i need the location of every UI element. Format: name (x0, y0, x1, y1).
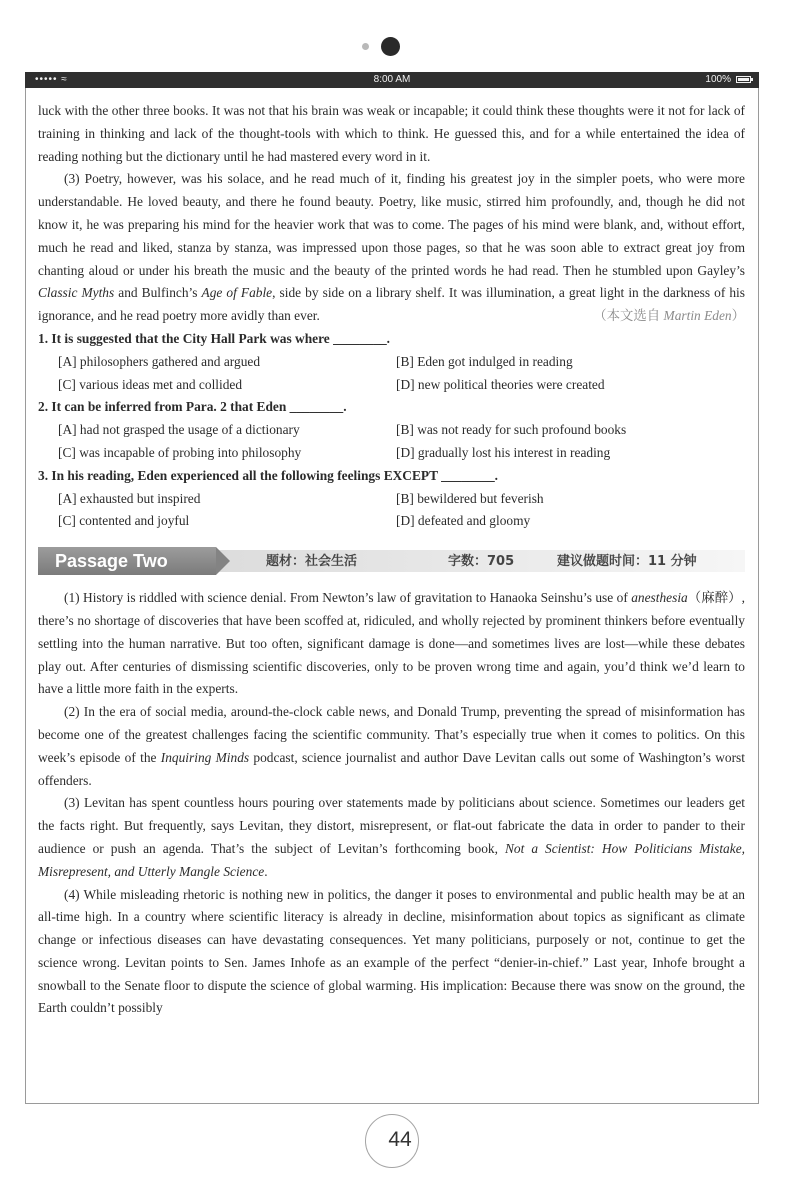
option-a[interactable]: [A] philosophers gathered and argued (58, 353, 261, 369)
signal-wifi-indicator: ••••• ≈ (35, 74, 68, 85)
suggested-time-label: 建议做题时间：11 分钟 (557, 554, 697, 570)
paragraph-text: podcast, science journalist and author Dave Levitan calls out some of Washington’s worst offenders. (38, 749, 745, 788)
source-suffix: ） (731, 308, 745, 324)
question-block (38, 328, 745, 533)
word-count-label: 字数：705 (448, 554, 515, 570)
paragraph (38, 587, 745, 701)
option-b[interactable]: [B] Eden got indulged in reading (396, 353, 573, 369)
options-grid (38, 351, 745, 397)
question-stem: 3. In his reading, Eden experienced all the following feelings EXCEPT ________. (38, 467, 499, 483)
paragraph-text: (4) While misleading rhetoric is nothing new in politics, the danger it poses to environmental and public health may be at an all-time high. In a country where scientific literacy is already in decline, misinformation about topics as significant as climate change or infectious diseases can have devastating consequences. Yet many politicians, purposely or not, continue to get the science wrong. Levitan points to Sen. James Inhofe as an example of the perfect “denier-in-chief.” Last year, Inhofe brought a snowball to the Senate floor to dispute the science of global warming. His implication: Because there was snow on the ground, the Earth couldn’t possibly (38, 886, 745, 1016)
option-a[interactable]: [A] had not grasped the usage of a dictionary (58, 422, 300, 438)
option-b[interactable]: [B] was not ready for such profound books (396, 422, 627, 438)
battery-percent: 100% (705, 74, 731, 85)
passage-banner (38, 547, 745, 575)
paragraph-text: and Bulfinch’s (114, 285, 202, 301)
source-title: Martin Eden (663, 308, 732, 324)
option-a[interactable]: [A] exhausted but inspired (58, 490, 201, 506)
paragraph-text: (1) History is riddled with science denial. From Newton’s law of gravitation to Hanaoka Seinshu’s use of (64, 590, 632, 606)
paragraph (38, 168, 745, 328)
paragraph (38, 701, 745, 792)
option-c[interactable]: [C] was incapable of probing into philosophy (58, 444, 302, 460)
source-prefix: （本文选自 (593, 308, 664, 324)
podcast-title: Inquiring Minds (160, 749, 250, 765)
paragraph-text: , side by side on a library shelf. It was illumination, a great light in the darkness of his ignorance, and he read poetry more avidly than ever. (38, 285, 745, 324)
paragraph-text: (3) Levitan has spent countless hours pouring over statements made by politicians about science. Sometimes our leaders get the facts right. But frequently, says Levitan, they distort, misrepresent, or flat-out fabricate the data in order to pander to their audience or push an agenda. That’s the subject of Levitan’s forthcoming book, (38, 795, 745, 856)
banner-arrow-icon (216, 547, 230, 575)
page-number-badge (0, 1114, 800, 1170)
paragraph (38, 792, 745, 883)
option-d[interactable]: [D] new political theories were created (396, 376, 605, 392)
paragraph-text: luck with the other three books. It was not that his brain was weak or incapable; it could think these thoughts were it not for lack of training in thinking and lack of the thought-tools with which to think. He guessed this, and for a while entertained the idea of reading nothing but the dictionary until he had mastered every word in it. (38, 103, 745, 164)
paragraph (38, 884, 745, 1021)
options-grid (38, 488, 745, 534)
page-number: 44 (388, 1128, 412, 1151)
sensor-icon (362, 43, 369, 50)
page-content (38, 100, 745, 1020)
paragraph-text: . (264, 863, 268, 879)
status-bar (25, 72, 759, 88)
status-time: 8:00 AM (373, 74, 411, 85)
device-camera (0, 36, 800, 58)
question-stem: 1. It is suggested that the City Hall Park was where ________. (38, 330, 390, 346)
paragraph-text: (3) Poetry, however, was his solace, and he read much of it, finding his greatest joy in the simpler poets, who were more understandable. He loved beauty, and there he found beauty. Poetry, like music, stirred him profoundly, and, though he did not know it, he was preparing his mind for the heavier work that was to come. The pages of his mind were blank, and, without effort, much he read and liked, stanza by stanza, was impressed upon those pages, so that he was soon able to extract great joy from chanting aloud or under his breath the music and the beauty of the printed words he had read. Then he stumbled upon Gayley’s (38, 171, 745, 278)
option-d[interactable]: [D] defeated and gloomy (396, 513, 531, 529)
term: anesthesia (631, 590, 688, 606)
options-grid (38, 419, 745, 465)
passage-title: Passage Two (38, 547, 216, 575)
camera-icon (381, 37, 400, 56)
option-c[interactable]: [C] various ideas met and collided (58, 376, 243, 392)
paragraph (38, 100, 745, 168)
option-b[interactable]: [B] bewildered but feverish (396, 490, 544, 506)
question-stem: 2. It can be inferred from Para. 2 that Eden ________. (38, 399, 347, 415)
book-title: Age of Fable (201, 285, 273, 301)
book-title: Not a Scientist: How Politicians Mistake, Misrepresent, and Utterly Mangle Science (38, 840, 745, 879)
option-d[interactable]: [D] gradually lost his interest in reading (396, 444, 611, 460)
battery-icon (736, 76, 751, 83)
paragraph-text: (2) In the era of social media, around-the-clock cable news, and Donald Trump, preventing the spread of misinformation has become one of the greatest challenges facing the scientific community. That’s especially true when it comes to politics. On this week’s episode of the (38, 704, 745, 765)
paragraph-text: （麻醉）, there’s no shortage of discoveries that have been scoffed at, ridiculed, and wholly rejected by prominent thinkers before eventually settling into the human narrative. But too often, significant damage is done—and sometimes lives are lost—while these debates play out. After centuries of dismissing scientific discoveries, only to be proven wrong time and again, you’d think we’d learn to have a little more faith in the experts. (38, 590, 745, 697)
topic-label: 题材：社会生活 (266, 554, 358, 570)
option-c[interactable]: [C] contented and joyful (58, 513, 190, 529)
book-title: Classic Myths (38, 285, 115, 301)
